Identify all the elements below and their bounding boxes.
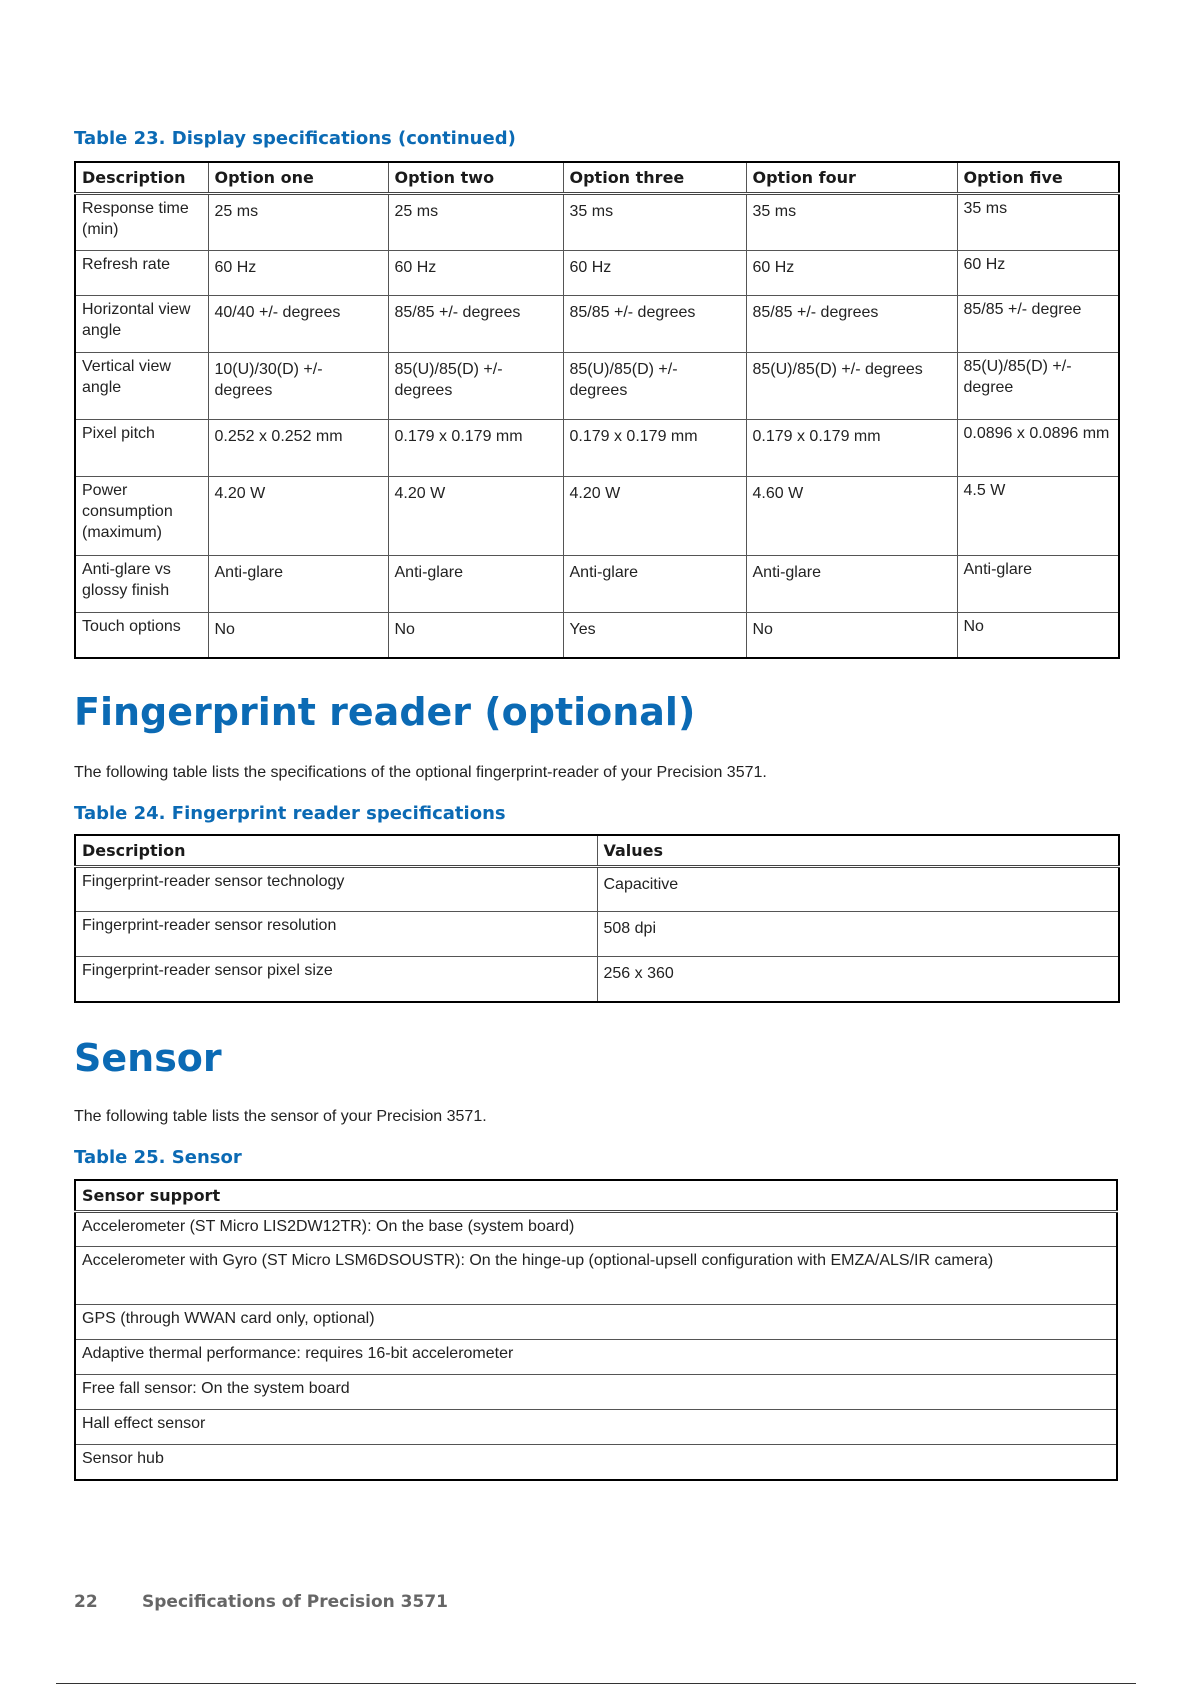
fingerprint-intro: The following table lists the specifications of the optional fingerprint-reader of your Precision 3571. [74,764,767,781]
col-header: Description [75,162,208,194]
table-row [75,477,1119,556]
col-header: Option two [388,162,563,194]
table-cell: Anti-glare [746,556,957,613]
table-cell: 25 ms [388,194,563,251]
table-cell: No [957,613,1119,658]
table-cell: 85(U)/85(D) +/- degrees [563,353,746,420]
table-cell: 60 Hz [388,251,563,296]
table-cell: No [388,613,563,658]
table-cell: Accelerometer with Gyro (ST Micro LSM6DSOUSTR): On the hinge-up (optional-upsell configuration with EMZA/ALS/IR camera) [75,1247,1117,1305]
table-24-caption: Table 24. Fingerprint reader specifications [74,803,506,824]
table-cell: 60 Hz [563,251,746,296]
table-cell: 85(U)/85(D) +/- degrees [746,353,957,420]
table-row [75,194,1119,251]
table-cell: 4.20 W [208,477,388,556]
table-cell: Anti-glare [957,556,1119,613]
table-25-caption: Table 25. Sensor [74,1147,242,1168]
table-header-row [75,162,1119,194]
table-header-row [75,1180,1117,1212]
table-cell: Yes [563,613,746,658]
page-footer [74,1592,448,1612]
table-row [75,912,1119,957]
table-row [75,556,1119,613]
table-row [75,1445,1117,1480]
table-23-caption: Table 23. Display specifications (continued) [74,128,516,149]
table-cell: Adaptive thermal performance: requires 16-bit accelerometer [75,1340,1117,1375]
row-label: Fingerprint-reader sensor resolution [75,912,597,957]
table-cell: 85/85 +/- degrees [746,296,957,353]
table-row [75,1212,1117,1247]
table-cell: 60 Hz [208,251,388,296]
row-label: Fingerprint-reader sensor pixel size [75,957,597,1002]
table-header-row [75,835,1119,867]
table-row [75,420,1119,477]
table-cell: 35 ms [563,194,746,251]
row-label: Horizontal view angle [75,296,208,353]
row-label: Response time (min) [75,194,208,251]
table-cell: 40/40 +/- degrees [208,296,388,353]
col-header: Option four [746,162,957,194]
row-label: Fingerprint-reader sensor technology [75,867,597,912]
col-header: Sensor support [75,1180,1117,1212]
table-cell: 0.179 x 0.179 mm [388,420,563,477]
table-cell: 35 ms [957,194,1119,251]
table-cell: 0.0896 x 0.0896 mm [957,420,1119,477]
table-cell: 10(U)/30(D) +/- degrees [208,353,388,420]
table-cell: 0.179 x 0.179 mm [746,420,957,477]
fingerprint-table [74,834,1120,1003]
row-label: Refresh rate [75,251,208,296]
table-cell: 4.5 W [957,477,1119,556]
table-cell: 35 ms [746,194,957,251]
row-label: Vertical view angle [75,353,208,420]
row-label: Pixel pitch [75,420,208,477]
table-cell: Free fall sensor: On the system board [75,1375,1117,1410]
table-row [75,1410,1117,1445]
table-cell: Sensor hub [75,1445,1117,1480]
page-number: 22 [74,1592,98,1612]
table-cell: Hall effect sensor [75,1410,1117,1445]
table-row [75,613,1119,658]
table-cell: 85(U)/85(D) +/- degrees [388,353,563,420]
table-cell: No [746,613,957,658]
table-cell: No [208,613,388,658]
table-cell: 60 Hz [957,251,1119,296]
table-row [75,251,1119,296]
row-label: Touch options [75,613,208,658]
col-header: Option three [563,162,746,194]
table-cell: Anti-glare [388,556,563,613]
table-cell: Anti-glare [208,556,388,613]
table-row [75,957,1119,1002]
row-label: Anti-glare vs glossy finish [75,556,208,613]
table-row [75,1340,1117,1375]
table-cell: 85/85 +/- degrees [388,296,563,353]
table-cell: 4.60 W [746,477,957,556]
sensor-intro: The following table lists the sensor of your Precision 3571. [74,1108,487,1125]
sensor-heading: Sensor [74,1036,222,1080]
table-cell: 508 dpi [597,912,1119,957]
table-cell: 0.179 x 0.179 mm [563,420,746,477]
display-spec-table [74,161,1120,659]
table-cell: Anti-glare [563,556,746,613]
col-header: Option one [208,162,388,194]
table-cell: 256 x 360 [597,957,1119,1002]
table-row [75,1305,1117,1340]
footer-title: Specifications of Precision 3571 [142,1592,448,1612]
table-cell: 4.20 W [563,477,746,556]
table-row [75,1247,1117,1305]
table-row [75,353,1119,420]
table-row [75,867,1119,912]
table-row [75,1375,1117,1410]
col-header: Description [75,835,597,867]
table-cell: 60 Hz [746,251,957,296]
table-cell: 85/85 +/- degrees [563,296,746,353]
table-cell: 25 ms [208,194,388,251]
table-cell: 85/85 +/- degree [957,296,1119,353]
table-cell: 0.252 x 0.252 mm [208,420,388,477]
table-cell: Accelerometer (ST Micro LIS2DW12TR): On the base (system board) [75,1212,1117,1247]
table-cell: Capacitive [597,867,1119,912]
row-label: Power consumption (maximum) [75,477,208,556]
table-cell: 85(U)/85(D) +/- degree [957,353,1119,420]
table-cell: GPS (through WWAN card only, optional) [75,1305,1117,1340]
table-cell: 4.20 W [388,477,563,556]
sensor-table [74,1179,1118,1481]
table-row [75,296,1119,353]
col-header: Values [597,835,1119,867]
col-header: Option five [957,162,1119,194]
fingerprint-heading: Fingerprint reader (optional) [74,690,696,734]
